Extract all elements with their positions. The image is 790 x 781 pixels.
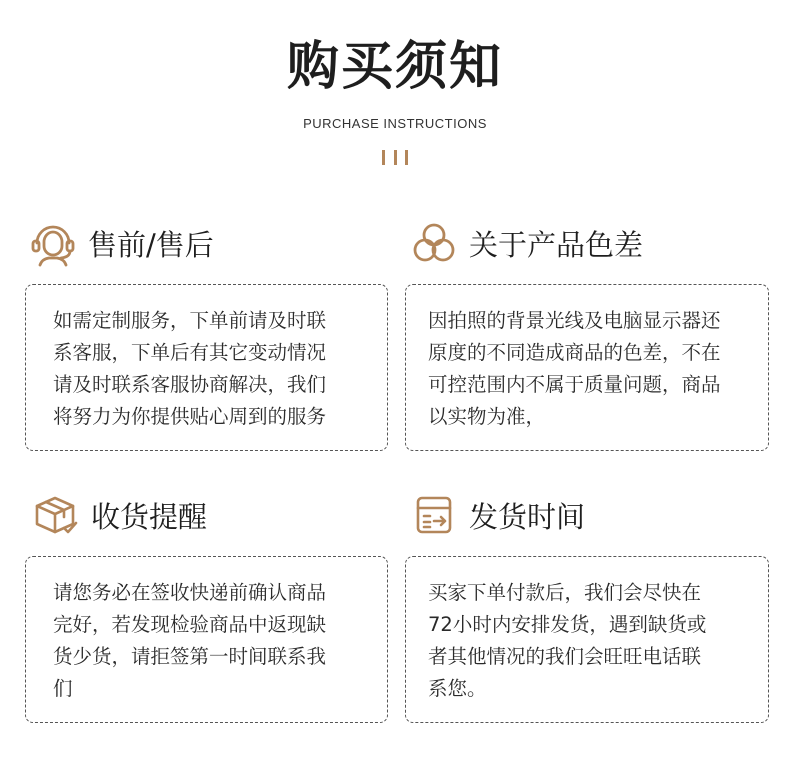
card-line: 因拍照的背景光线及电脑显示器还 <box>428 309 721 332</box>
card-line: 买家下单付款后，我们会尽快在 <box>428 581 702 604</box>
card-line: 以实物为准， <box>428 405 546 428</box>
section-color-card <box>405 284 769 451</box>
card-line: 如需定制服务，下单前请及时联 <box>53 309 327 332</box>
card-line: 系您。 <box>428 677 487 700</box>
section-receipt-card <box>25 556 388 723</box>
card-line: 系客服，下单后有其它变动情况 <box>53 341 327 364</box>
page-subtitle: PURCHASE INSTRUCTIONS <box>303 116 487 131</box>
card-line: 将努力为你提供贴心周到的服务 <box>53 405 327 428</box>
card-line: 请您务必在签收快递前确认商品 <box>53 581 327 604</box>
section-shipping-card <box>405 556 769 723</box>
package-check-icon <box>31 490 81 540</box>
customer-service-icon <box>28 218 78 268</box>
section-presale-card <box>25 284 388 451</box>
page-title: 购买须知 <box>286 37 503 97</box>
card-line: 请及时联系客服协商解决，我们 <box>53 373 327 396</box>
card-line: 原度的不同造成商品的色差，不在 <box>428 341 721 364</box>
section-title: 收货提醒 <box>91 499 208 534</box>
section-title: 发货时间 <box>469 499 586 534</box>
card-line: 72小时内安排发货，遇到缺货或 <box>428 613 707 636</box>
section-color-header <box>409 217 643 269</box>
section-receipt-header <box>31 489 207 541</box>
color-circles-icon <box>409 218 459 268</box>
section-shipping-header <box>409 489 585 541</box>
section-presale-header <box>28 217 214 269</box>
card-line: 者其他情况的我们会旺旺电话联 <box>428 645 702 668</box>
card-line: 货少货，请拒签第一时间联系我 <box>53 645 327 668</box>
section-title: 关于产品色差 <box>469 227 644 262</box>
card-line: 们 <box>53 677 73 700</box>
card-line: 完好，若发现检验商品中返现缺 <box>53 613 327 636</box>
divider-bars <box>382 150 408 166</box>
shipping-box-icon <box>409 490 459 540</box>
card-line: 可控范围内不属于质量问题，商品 <box>428 373 721 396</box>
section-title: 售前/售后 <box>88 227 214 262</box>
